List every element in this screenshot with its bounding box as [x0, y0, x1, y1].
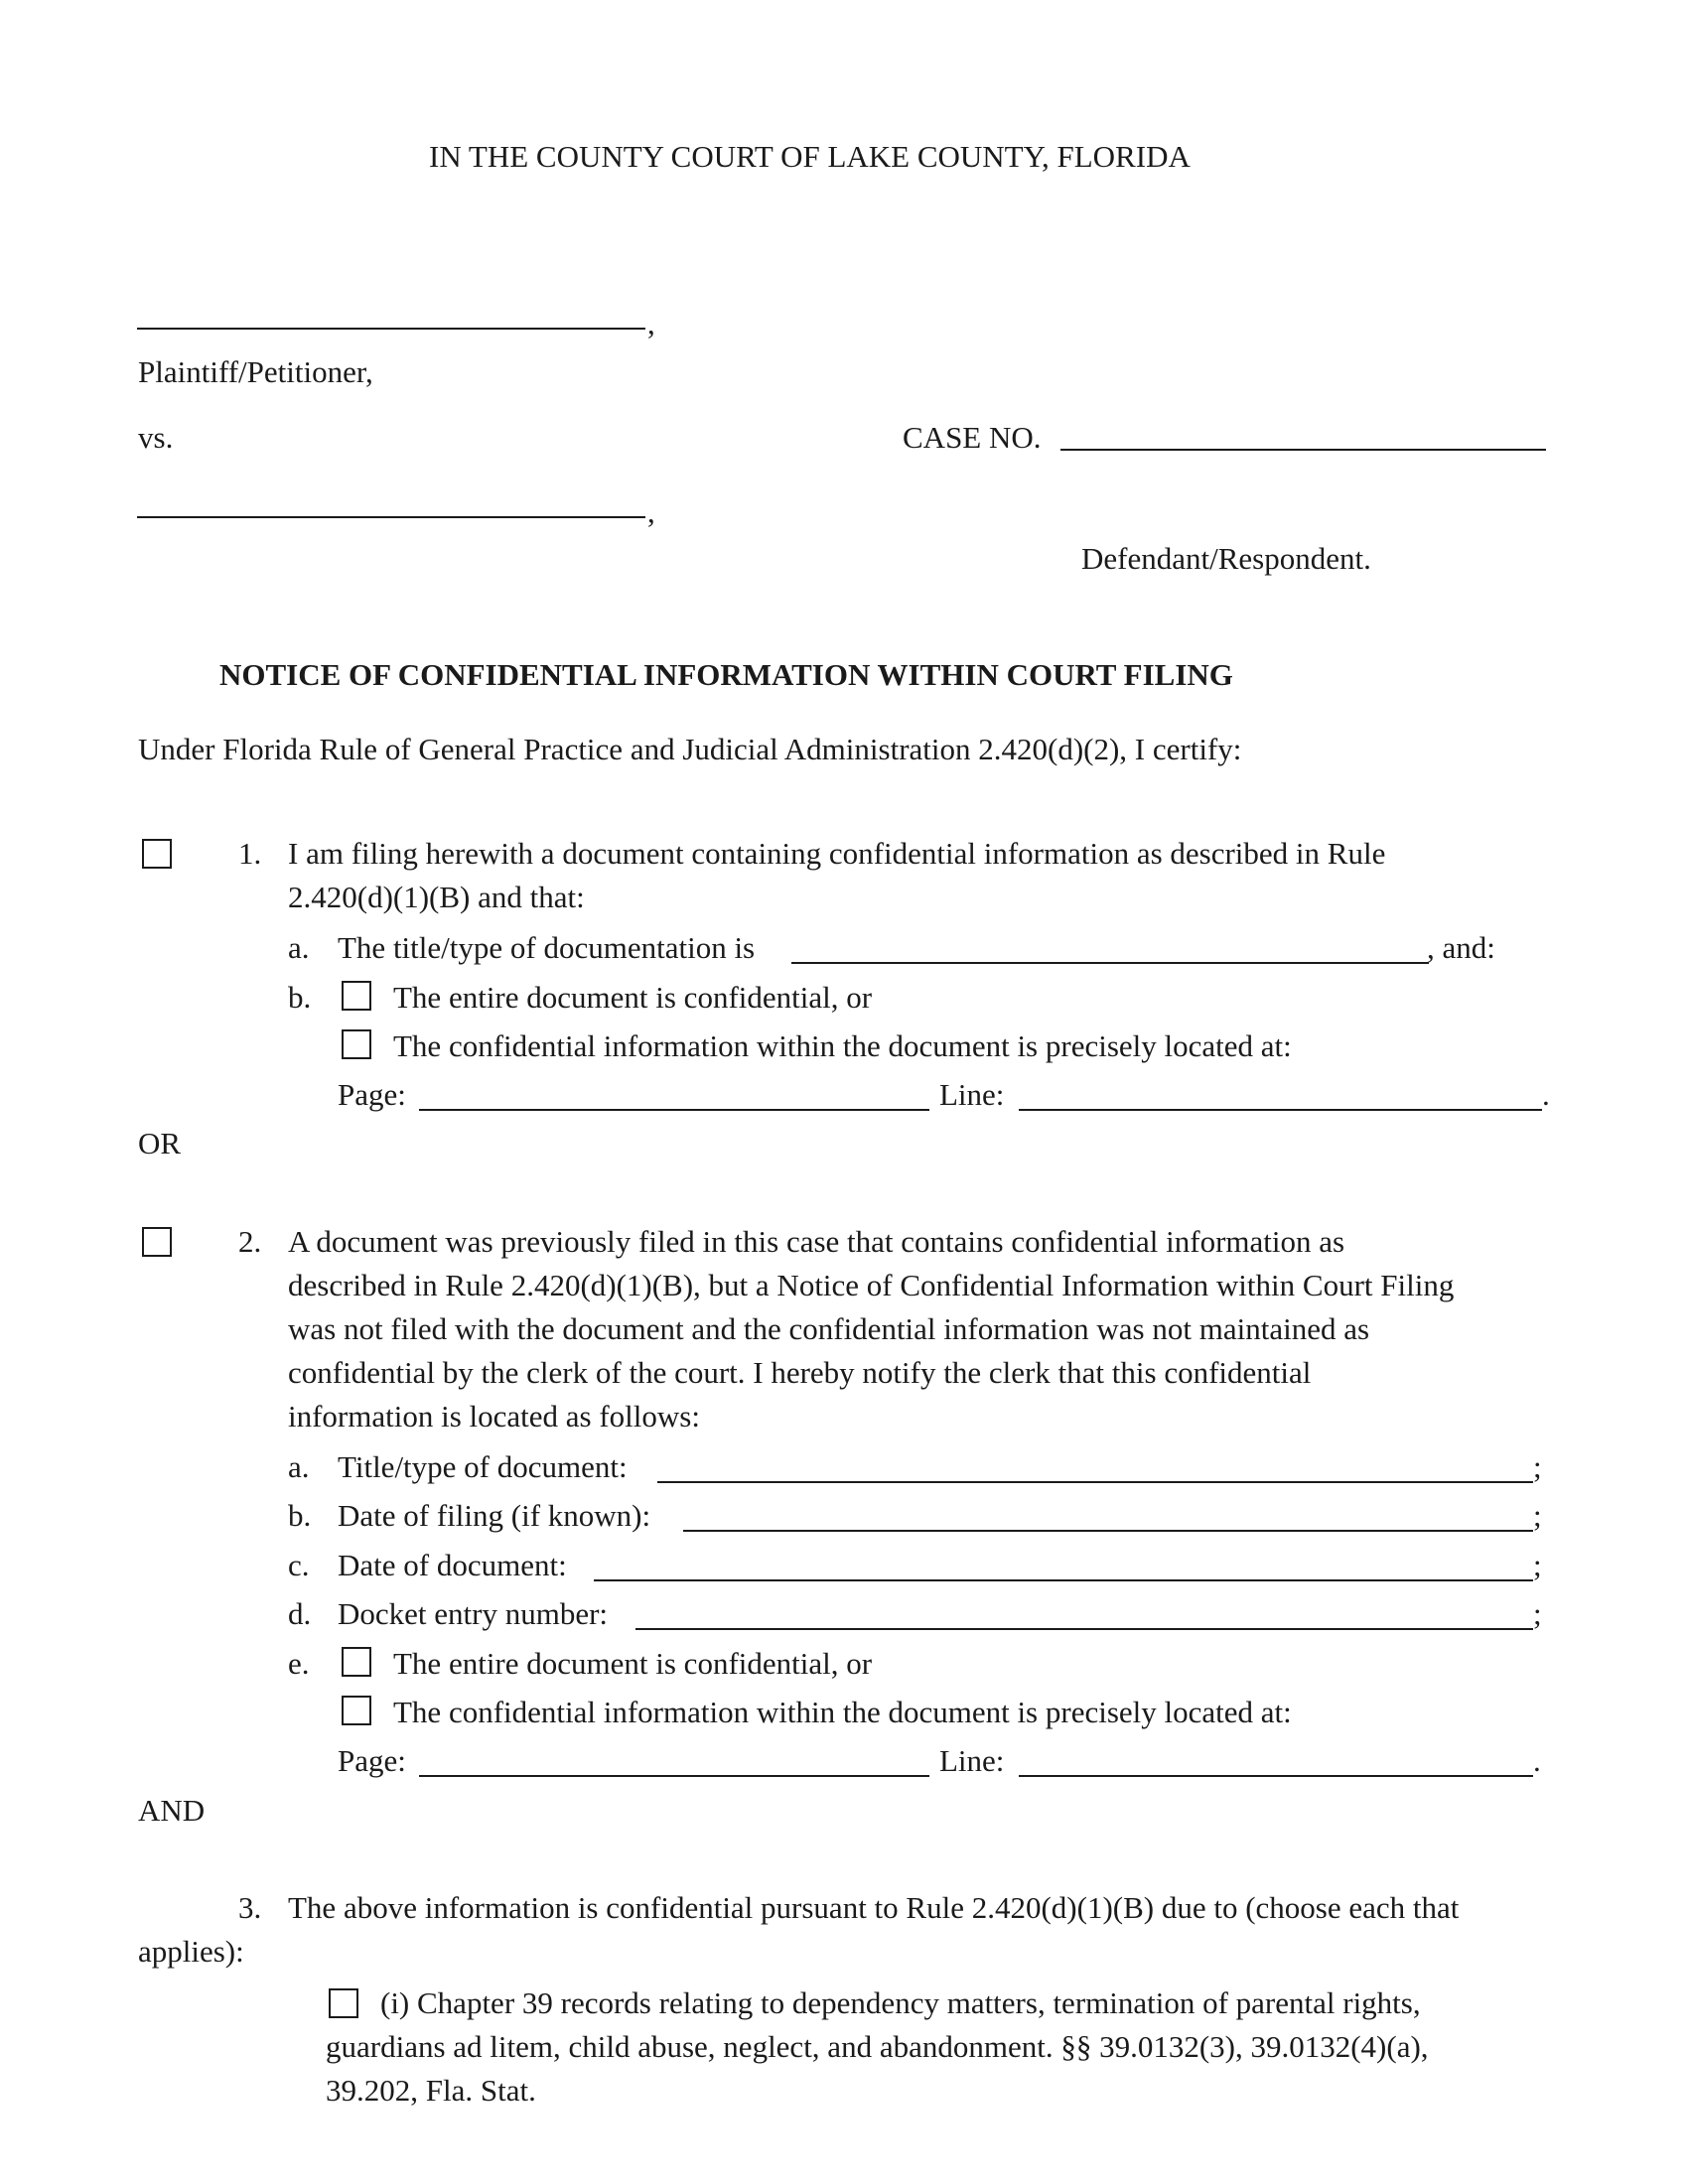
plaintiff-comma: , [647, 306, 655, 341]
section3-line1: The above information is confidential pursuant to Rule 2.420(d)(1)(B) due to (choose each that [288, 1890, 1460, 1925]
vs-label: vs. [138, 420, 174, 455]
section2-located-at-checkbox[interactable] [342, 1696, 371, 1725]
section3-line2: applies): [138, 1934, 244, 1969]
section3-number: 3. [238, 1890, 262, 1925]
chapter39-checkbox[interactable] [329, 1988, 358, 2018]
section2-line2: described in Rule 2.420(d)(1)(B), but a Notice of Confidential Information within Court Filing [288, 1268, 1455, 1302]
section2-checkbox[interactable] [142, 1227, 172, 1257]
section2-b-letter: b. [288, 1498, 312, 1533]
section2-title-field[interactable] [657, 1481, 1533, 1483]
section1-a-letter: a. [288, 930, 310, 965]
chapter39-line1: (i) Chapter 39 records relating to dependency matters, termination of parental rights, [380, 1985, 1421, 2020]
section2-a-letter: a. [288, 1449, 310, 1484]
section2-d-semicolon: ; [1533, 1596, 1542, 1631]
chapter39-line2: guardians ad litem, child abuse, neglect, and abandonment. §§ 39.0132(3), 39.0132(4)(a), [326, 2029, 1429, 2064]
section1-entire-doc-checkbox[interactable] [342, 981, 371, 1011]
section2-page-label: Page: [338, 1743, 406, 1778]
plaintiff-label: Plaintiff/Petitioner, [138, 354, 373, 389]
case-number-field[interactable] [1060, 449, 1546, 451]
section2-c-semicolon: ; [1533, 1548, 1542, 1582]
section2-e-option1: The entire document is confidential, or [393, 1646, 873, 1681]
section2-entire-doc-checkbox[interactable] [342, 1647, 371, 1677]
section2-e-letter: e. [288, 1646, 310, 1681]
intro-text: Under Florida Rule of General Practice and Judicial Administration 2.420(d)(2), I certify: [138, 732, 1242, 766]
section1-number: 1. [238, 836, 262, 871]
section1-a-suffix: , and: [1427, 930, 1495, 965]
section1-b-option2: The confidential information within the document is precisely located at: [393, 1028, 1292, 1063]
section2-line5: information is located as follows: [288, 1399, 700, 1433]
section2-end-period: . [1533, 1743, 1541, 1778]
section2-document-date-field[interactable] [594, 1579, 1533, 1581]
section2-line-field[interactable] [1019, 1775, 1533, 1777]
plaintiff-name-field[interactable] [137, 328, 645, 330]
section1-b-letter: b. [288, 980, 312, 1015]
section2-filing-date-field[interactable] [683, 1530, 1533, 1532]
section2-c-letter: c. [288, 1548, 310, 1582]
section1-line-label: Line: [939, 1077, 1005, 1112]
section2-a-semicolon: ; [1533, 1449, 1542, 1484]
and-label: AND [138, 1793, 206, 1828]
case-no-label: CASE NO. [903, 420, 1042, 455]
section2-a-label: Title/type of document: [338, 1449, 628, 1484]
section2-d-label: Docket entry number: [338, 1596, 609, 1631]
section1-checkbox[interactable] [142, 839, 172, 869]
section1-end-period: . [1542, 1077, 1550, 1112]
section2-docket-entry-field[interactable] [635, 1628, 1533, 1630]
section2-line1: A document was previously filed in this case that contains confidential information as [288, 1224, 1345, 1259]
section2-c-label: Date of document: [338, 1548, 567, 1582]
section2-line3: was not filed with the document and the confidential information was not maintained as [288, 1311, 1370, 1346]
defendant-name-field[interactable] [137, 516, 645, 518]
section2-b-label: Date of filing (if known): [338, 1498, 651, 1533]
section1-page-field[interactable] [419, 1109, 929, 1111]
section2-number: 2. [238, 1224, 262, 1259]
section2-e-option2: The confidential information within the document is precisely located at: [393, 1695, 1292, 1729]
section1-page-label: Page: [338, 1077, 406, 1112]
or-label: OR [138, 1126, 182, 1160]
section1-located-at-checkbox[interactable] [342, 1029, 371, 1059]
defendant-label: Defendant/Respondent. [1081, 541, 1371, 576]
section1-b-option1: The entire document is confidential, or [393, 980, 873, 1015]
section1-doc-type-field[interactable] [791, 962, 1429, 964]
court-title: IN THE COUNTY COURT OF LAKE COUNTY, FLORIDA [429, 139, 1191, 174]
section2-b-semicolon: ; [1533, 1498, 1542, 1533]
defendant-comma: , [647, 494, 655, 529]
notice-title: NOTICE OF CONFIDENTIAL INFORMATION WITHIN COURT FILING [219, 657, 1233, 692]
section2-line-label: Line: [939, 1743, 1005, 1778]
section2-line4: confidential by the clerk of the court. I hereby notify the clerk that this confidential [288, 1355, 1312, 1390]
section1-line-field[interactable] [1019, 1109, 1542, 1111]
section2-page-field[interactable] [419, 1775, 929, 1777]
section1-line1: I am filing herewith a document containing confidential information as described in Rule [288, 836, 1386, 871]
chapter39-line3: 39.202, Fla. Stat. [326, 2073, 536, 2108]
section1-line2: 2.420(d)(1)(B) and that: [288, 880, 585, 914]
section1-a-label: The title/type of documentation is [338, 930, 756, 965]
section2-d-letter: d. [288, 1596, 312, 1631]
